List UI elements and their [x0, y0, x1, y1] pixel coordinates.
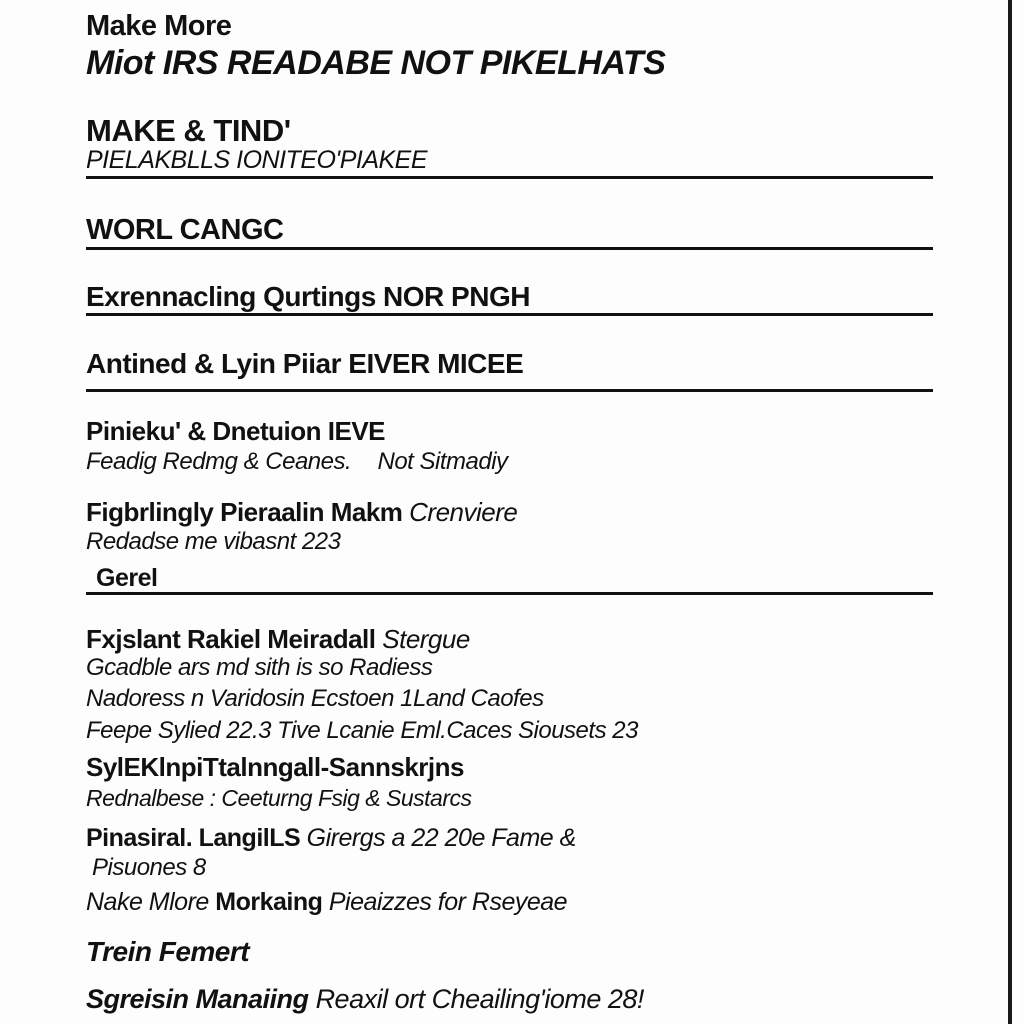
section-6-title-bold: Figbrlingly Pieraalin Makm — [86, 497, 403, 527]
list-line-4: Feepe Sylied 22.3 Tive Lcanie Eml.Caces Siousets 23 — [86, 717, 638, 744]
list-entry-1-italic: Stergue — [382, 624, 470, 654]
list-line-3: Nadoress n Varidosin Ecstoen 1Land Caofes — [86, 685, 544, 712]
list-line-6: Rednalbese : Ceeturng Fsig & Sustarcs — [86, 785, 472, 811]
section-1-title: MAKE & TIND' — [86, 113, 291, 148]
list-entry-9 — [86, 890, 567, 915]
footer-title: Trein Femert — [86, 936, 250, 967]
footer-line-bold: Sgreisin Manaiing — [86, 984, 309, 1014]
section-6-title — [86, 499, 517, 525]
list-entry-1-bold: Fxjslant Rakiel Meiradall — [86, 624, 376, 654]
divider-2 — [86, 247, 933, 250]
list-entry-7 — [86, 826, 576, 851]
divider-5 — [86, 592, 933, 595]
list-entry-9-lead: Nake Mlore — [86, 888, 209, 916]
list-entry-1 — [86, 626, 470, 652]
list-entry-7-bold: Pinasiral. LangilLS — [86, 824, 301, 852]
section-6-subtitle: Redadse me vibasnt 223 — [86, 528, 341, 555]
footer-line — [86, 986, 644, 1013]
heading-line-2: Miot IRS READABE NOT PIKELHATS — [86, 44, 666, 82]
divider-1 — [86, 176, 933, 179]
list-entry-9-bold: Morkaing — [215, 888, 323, 916]
divider-3 — [86, 313, 933, 316]
section-5-line-part-1: Feadig Redmg & Ceanes. — [86, 448, 352, 475]
section-7-title: Gerel — [96, 564, 158, 592]
section-6-title-italic: Crenviere — [409, 497, 518, 527]
section-5-line-part-2: Not Sitmadiy — [377, 448, 508, 475]
section-5-line — [86, 450, 508, 474]
section-3-title: Exrennacling Qurtings NOR PNGH — [86, 281, 530, 312]
list-line-2: Gcadble ars md sith is so Radiess — [86, 654, 433, 681]
section-2-title: WORL CANGC — [86, 214, 284, 246]
section-5-title: Pinieku' & Dnetuion IEVE — [86, 416, 385, 446]
divider-4 — [86, 389, 933, 392]
list-entry-5: SylEKlnpiTtalnngall-Sannskrjns — [86, 752, 464, 782]
list-line-8: Pisuones 8 — [92, 854, 206, 881]
page-edge-border — [1008, 0, 1012, 1024]
list-entry-7-italic: Girergs a 22 20e Fame & — [306, 824, 576, 852]
footer-line-italic: Reaxil ort Cheailing'iome 28! — [315, 984, 644, 1014]
list-entry-9-italic: Pieaizzes for Rseyeae — [328, 888, 568, 916]
section-4-title: Antined & Lyin Piiar EIVER MICEE — [86, 348, 524, 379]
heading-line-1: Make More — [86, 10, 232, 42]
section-1-subtitle: PIELAKBLLS IONITEO'PIAKEE — [86, 146, 428, 174]
